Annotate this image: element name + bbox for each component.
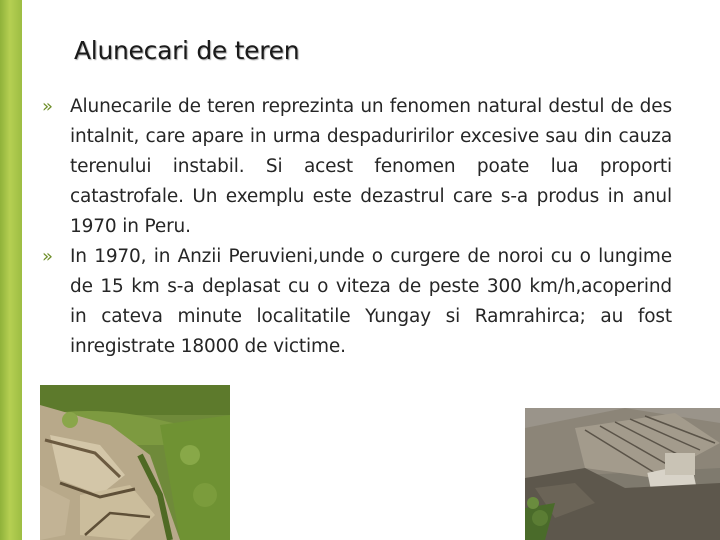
landslide-photo [40,385,230,540]
bullet-marker-icon: » [42,96,53,117]
left-accent-bar [0,0,22,540]
bullet-text: Alunecarile de teren reprezinta un fenomen natural destul de des intalnit, care apare in urma despaduririlor excesive sau din cauza terenului instabil. Si acest fenomen poate lua proporti catastrofale. Un exemplu este dezastrul care s-a produs in anul 1970 in Peru. [70,96,672,237]
bullet-item [42,92,672,242]
bullet-text: In 1970, in Anzii Peruvieni,unde o curgere de noroi cu o lungime de 15 km s-a deplasat cu o viteza de peste 300 km/h,acoperind in cateva minute localitatile Yungay si Ramrahirca; au fost inregistrate 18000 de victime. [70,246,672,357]
bullet-list [42,92,672,362]
slide-title: Alunecari de teren [74,36,300,65]
bullet-item [42,242,672,362]
bullet-marker-icon: » [42,246,53,267]
collapsed-house-photo [525,408,720,540]
